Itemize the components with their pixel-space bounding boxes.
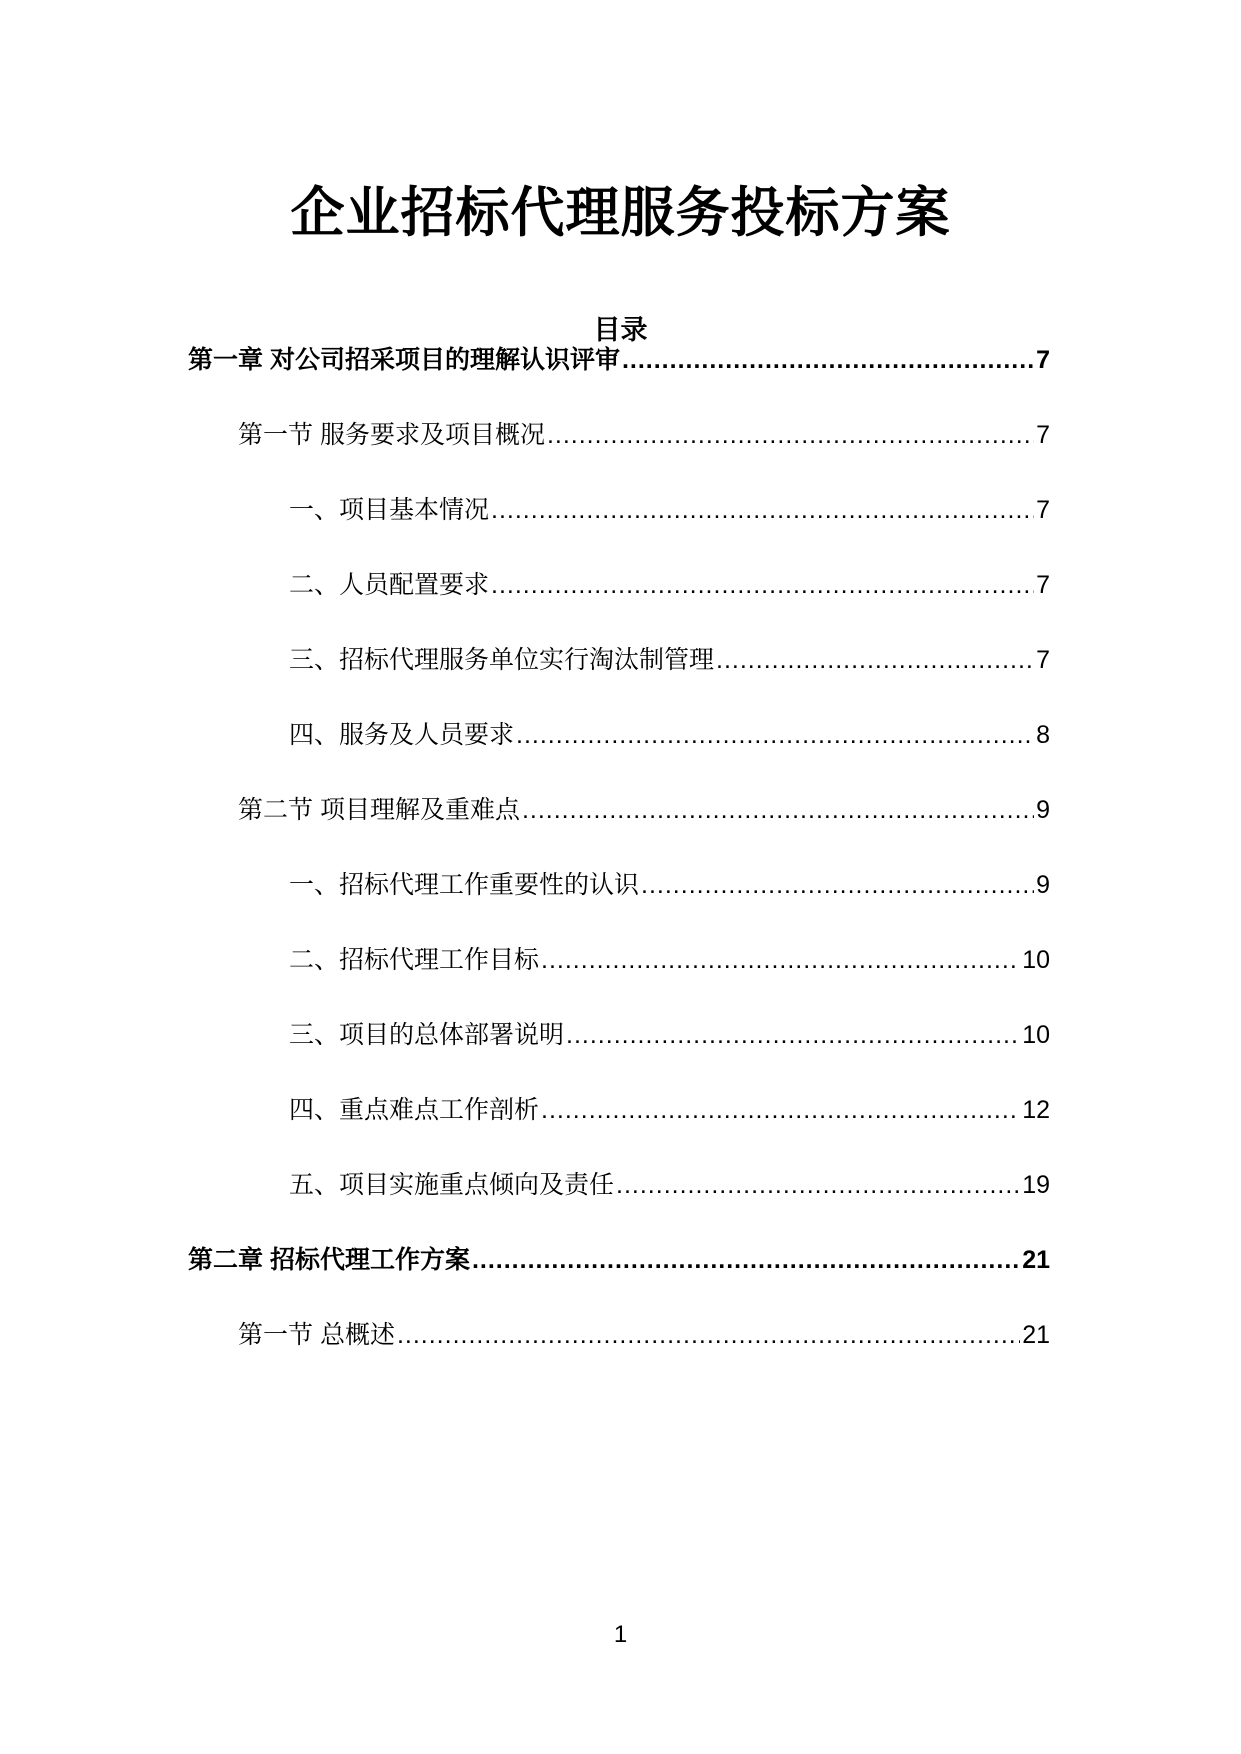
toc-dot-leader xyxy=(716,640,1034,680)
toc-entry-label: 五、项目实施重点倾向及责任 xyxy=(289,1171,615,1199)
toc-entry-section-2-1[interactable] xyxy=(238,1315,1050,1355)
toc-dot-leader xyxy=(541,1090,1020,1130)
toc-entry-page: 10 xyxy=(1022,1021,1050,1049)
toc-dot-leader xyxy=(541,940,1020,980)
toc-dot-leader xyxy=(641,865,1034,905)
toc-entry-page: 7 xyxy=(1036,646,1050,674)
toc-entry-item-1-2-4[interactable] xyxy=(289,1090,1050,1130)
toc-dot-leader xyxy=(516,715,1034,755)
toc-entry-label: 第一章 对公司招采项目的理解认识评审 xyxy=(188,346,620,374)
toc-dot-leader xyxy=(616,1165,1020,1205)
toc-entry-item-1-1-2[interactable] xyxy=(289,565,1050,605)
toc-entry-label: 第一节 服务要求及项目概况 xyxy=(238,421,545,449)
toc-entry-label: 第二章 招标代理工作方案 xyxy=(188,1246,470,1274)
toc-entry-page: 7 xyxy=(1036,346,1050,374)
toc-entry-label: 三、项目的总体部署说明 xyxy=(289,1021,565,1049)
toc-dot-leader xyxy=(547,415,1034,455)
toc-entry-label: 四、重点难点工作剖析 xyxy=(289,1096,540,1124)
toc-entry-item-1-1-4[interactable] xyxy=(289,715,1050,755)
toc-entry-label: 一、招标代理工作重要性的认识 xyxy=(289,871,640,899)
document-title: 企业招标代理服务投标方案 xyxy=(290,183,951,243)
toc-entry-page: 8 xyxy=(1036,721,1050,749)
toc-entry-item-1-2-1[interactable] xyxy=(289,865,1050,905)
toc-entry-label: 二、人员配置要求 xyxy=(289,571,490,599)
toc-entry-page: 19 xyxy=(1022,1171,1050,1199)
toc-entry-chapter-2[interactable] xyxy=(188,1240,1050,1280)
toc-entry-chapter-1[interactable] xyxy=(188,340,1050,380)
toc-dot-leader xyxy=(491,565,1034,605)
toc-entry-item-1-2-5[interactable] xyxy=(289,1165,1050,1205)
toc-entry-page: 7 xyxy=(1036,496,1050,524)
toc-entry-page: 9 xyxy=(1036,871,1050,899)
toc-entry-label: 四、服务及人员要求 xyxy=(289,721,515,749)
toc-entry-section-1-1[interactable] xyxy=(238,415,1050,455)
toc-dot-leader xyxy=(397,1315,1020,1355)
toc-entry-item-1-1-1[interactable] xyxy=(289,490,1050,530)
toc-entry-label: 第一节 总概述 xyxy=(238,1321,395,1349)
toc-dot-leader xyxy=(566,1015,1020,1055)
toc-entry-item-1-2-2[interactable] xyxy=(289,940,1050,980)
toc-dot-leader xyxy=(522,790,1034,830)
toc-entry-section-1-2[interactable] xyxy=(238,790,1050,830)
toc-entry-label: 三、招标代理服务单位实行淘汰制管理 xyxy=(289,646,715,674)
toc-dot-leader xyxy=(472,1240,1020,1280)
toc-entry-page: 21 xyxy=(1022,1246,1050,1274)
toc-entry-item-1-2-3[interactable] xyxy=(289,1015,1050,1055)
toc-dot-leader xyxy=(622,340,1034,380)
toc-entry-label: 第二节 项目理解及重难点 xyxy=(238,796,520,824)
toc-heading: 目录 xyxy=(593,315,648,345)
toc-entry-page: 7 xyxy=(1036,571,1050,599)
toc-dot-leader xyxy=(491,490,1034,530)
toc-entry-page: 12 xyxy=(1022,1096,1050,1124)
toc-entry-label: 一、项目基本情况 xyxy=(289,496,490,524)
toc-entry-page: 10 xyxy=(1022,946,1050,974)
toc-entry-page: 7 xyxy=(1036,421,1050,449)
toc-entry-page: 9 xyxy=(1036,796,1050,824)
toc-entry-item-1-1-3[interactable] xyxy=(289,640,1050,680)
toc-entry-label: 二、招标代理工作目标 xyxy=(289,946,540,974)
page-number: 1 xyxy=(613,1621,628,1648)
toc-entry-page: 21 xyxy=(1022,1321,1050,1349)
